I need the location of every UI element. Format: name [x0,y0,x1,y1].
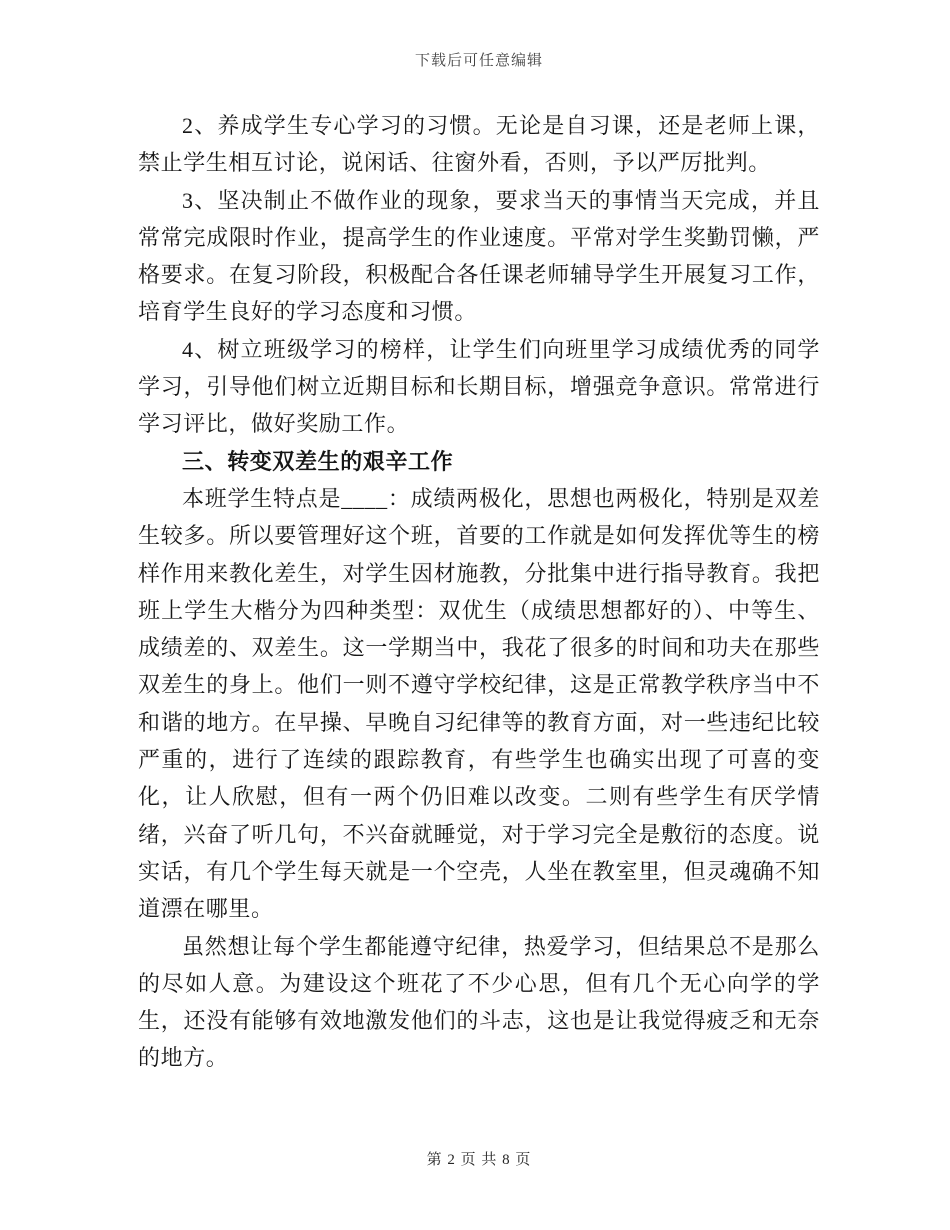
page-header-watermark: 下载后可任意编辑 [414,53,543,69]
section-heading: 三、转变双差生的艰辛工作 [182,448,454,474]
page-number: 第 2 页 共 8 页 [426,1152,532,1168]
paragraph-item-4: 4、树立班级学习的榜样，让学生们向班里学习成绩优秀的同学学习，引导他们树立近期目标和长期目标，增强竞争意识。常常进行学习评比，做好奖励工作。 [138,336,820,437]
paragraph-reflection: 虽然想让每个学生都能遵守纪律，热爱学习，但结果总不是那么的尽如人意。为建设这个班花了不少心思，但有几个无心向学的学生，还没有能够有效地激发他们的斗志，这也是让我觉得疲乏和无奈的地方。 [138,933,820,1071]
paragraph-item-2: 2、养成学生专心学习的习惯。无论是自习课，还是老师上课，禁止学生相互讨论，说闲话、往窗外看，否则，予以严厉批判。 [138,113,820,176]
paragraph-class-analysis: 本班学生特点是____：成绩两极化，思想也两极化，特别是双差生较多。所以要管理好这个班，首要的工作就是如何发挥优等生的榜样作用来教化差生，对学生因材施教，分批集中进行指导教育。我把班上学生大楷分为四种类型：双优生（成绩思想都好的）、中等生、成绩差的、双差生。这一学期当中，我花了很多的时间和功夫在那些双差生的身上。他们一则不遵守学校纪律，这是正常教学秩序当中不和谐的地方。在早操、早晚自习纪律等的教育方面，对一些违纪比较严重的，进行了连续的跟踪教育，有些学生也确实出现了可喜的变化，让人欣慰，但有一两个仍旧难以改变。二则有些学生有厌学情绪，兴奋了听几句，不兴奋就睡觉，对于学习完全是敷衍的态度。说实话，有几个学生每天就是一个空壳，人坐在教室里，但灵魂确不知道漂在哪里。 [138,485,820,922]
document-body [138,107,820,1077]
paragraph-item-3: 3、坚决制止不做作业的现象，要求当天的事情当天完成，并且常常完成限时作业，提高学生的作业速度。平常对学生奖勤罚懒，严格要求。在复习阶段，积极配合各任课老师辅导学生开展复习工作，培育学生良好的学习态度和习惯。 [138,187,820,325]
